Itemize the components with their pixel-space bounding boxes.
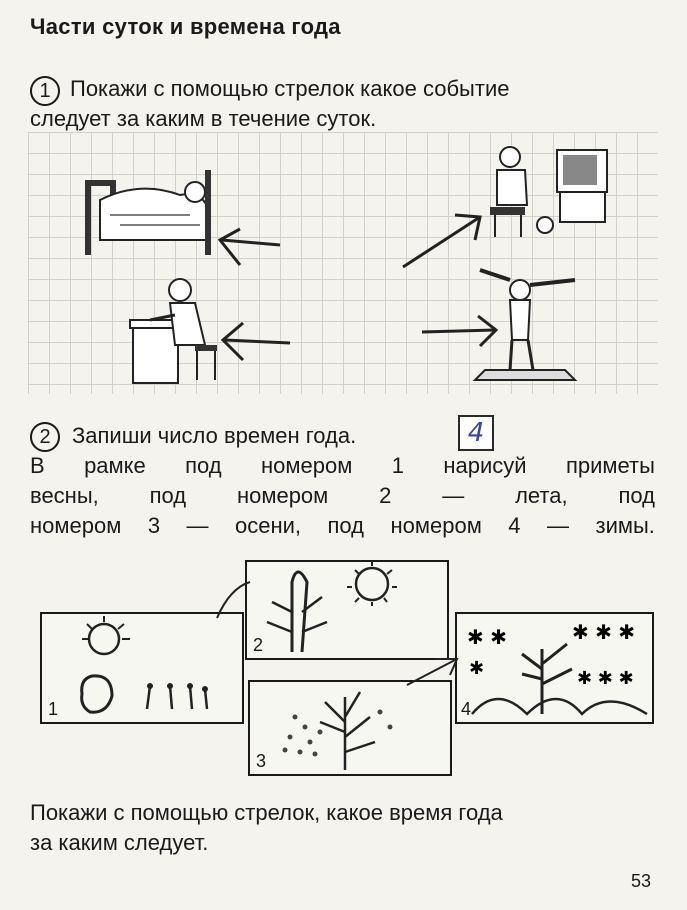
- word: —: [547, 513, 570, 538]
- task1-text-line2: следует за каким в течение суток.: [30, 106, 377, 131]
- svg-text:✱ ✱ ✱: ✱ ✱ ✱: [572, 620, 635, 644]
- task2-text-line3: [30, 483, 655, 509]
- frame-number: 4: [461, 699, 472, 719]
- arrow-to-exercise: [420, 310, 500, 350]
- frame-number: 2: [253, 635, 264, 655]
- arrow-to-bed: [210, 225, 290, 275]
- word: зимы.: [595, 513, 655, 538]
- word: под: [618, 483, 655, 508]
- word: номером: [30, 513, 122, 538]
- svg-text:✱: ✱: [469, 658, 485, 679]
- frame-autumn[interactable]: [248, 680, 452, 776]
- sleeping-child-illustration[interactable]: [80, 160, 220, 260]
- task2-text-line1: Запиши число времен года.: [72, 423, 357, 448]
- word: осени,: [235, 513, 302, 538]
- word: 4: [508, 513, 521, 538]
- page-title: Части суток и времена года: [30, 14, 341, 39]
- word: —: [442, 483, 465, 508]
- word: под: [327, 513, 365, 538]
- autumn-drawing: [250, 682, 450, 774]
- svg-text:✱ ✱ ✱: ✱ ✱ ✱: [577, 668, 634, 689]
- word: В: [30, 453, 45, 478]
- word: 2: [379, 483, 392, 508]
- word: нарисуй: [443, 453, 527, 478]
- word: под: [185, 453, 222, 478]
- word: номером: [390, 513, 482, 538]
- arrow-to-tv: [395, 205, 490, 275]
- frame-summer[interactable]: [245, 560, 449, 660]
- page-number: 53: [630, 871, 651, 891]
- frame-winter[interactable]: [455, 612, 654, 724]
- task-number-1: 1: [30, 76, 60, 106]
- task1-text-line1: Покажи с помощью стрелок какое событие: [70, 76, 510, 101]
- summer-drawing: [247, 562, 447, 658]
- arrow-to-writing: [215, 315, 295, 365]
- task2-text-line4: [30, 513, 655, 539]
- arrow-autumn-to-winter: [405, 655, 465, 690]
- footer-text-line2: за каким следует.: [30, 830, 209, 855]
- word: рамке: [84, 453, 146, 478]
- child-writing-illustration[interactable]: [125, 275, 225, 390]
- spring-drawing: [42, 614, 242, 722]
- word: приметы: [565, 453, 655, 478]
- frame-number: 3: [256, 751, 267, 771]
- child-watching-tv-illustration[interactable]: [485, 145, 620, 245]
- winter-drawing: [457, 614, 652, 722]
- word: 1: [391, 453, 404, 478]
- word: номером: [236, 483, 329, 508]
- frame-number: 1: [48, 699, 59, 719]
- arrow-spring-to-summer: [215, 580, 265, 620]
- frame-spring[interactable]: [40, 612, 244, 724]
- word: номером: [261, 453, 353, 478]
- word: весны,: [30, 483, 99, 508]
- word: —: [186, 513, 209, 538]
- seasons-answer-box[interactable]: 4: [458, 415, 494, 451]
- task-number-2: 2: [30, 422, 60, 452]
- word: под: [149, 483, 187, 508]
- word: 3: [147, 513, 161, 538]
- task2-text-line2: [30, 453, 655, 479]
- footer-text-line1: Покажи с помощью стрелок, какое время года: [30, 800, 503, 825]
- word: лета,: [515, 483, 568, 508]
- svg-text:✱ ✱: ✱ ✱: [467, 625, 507, 649]
